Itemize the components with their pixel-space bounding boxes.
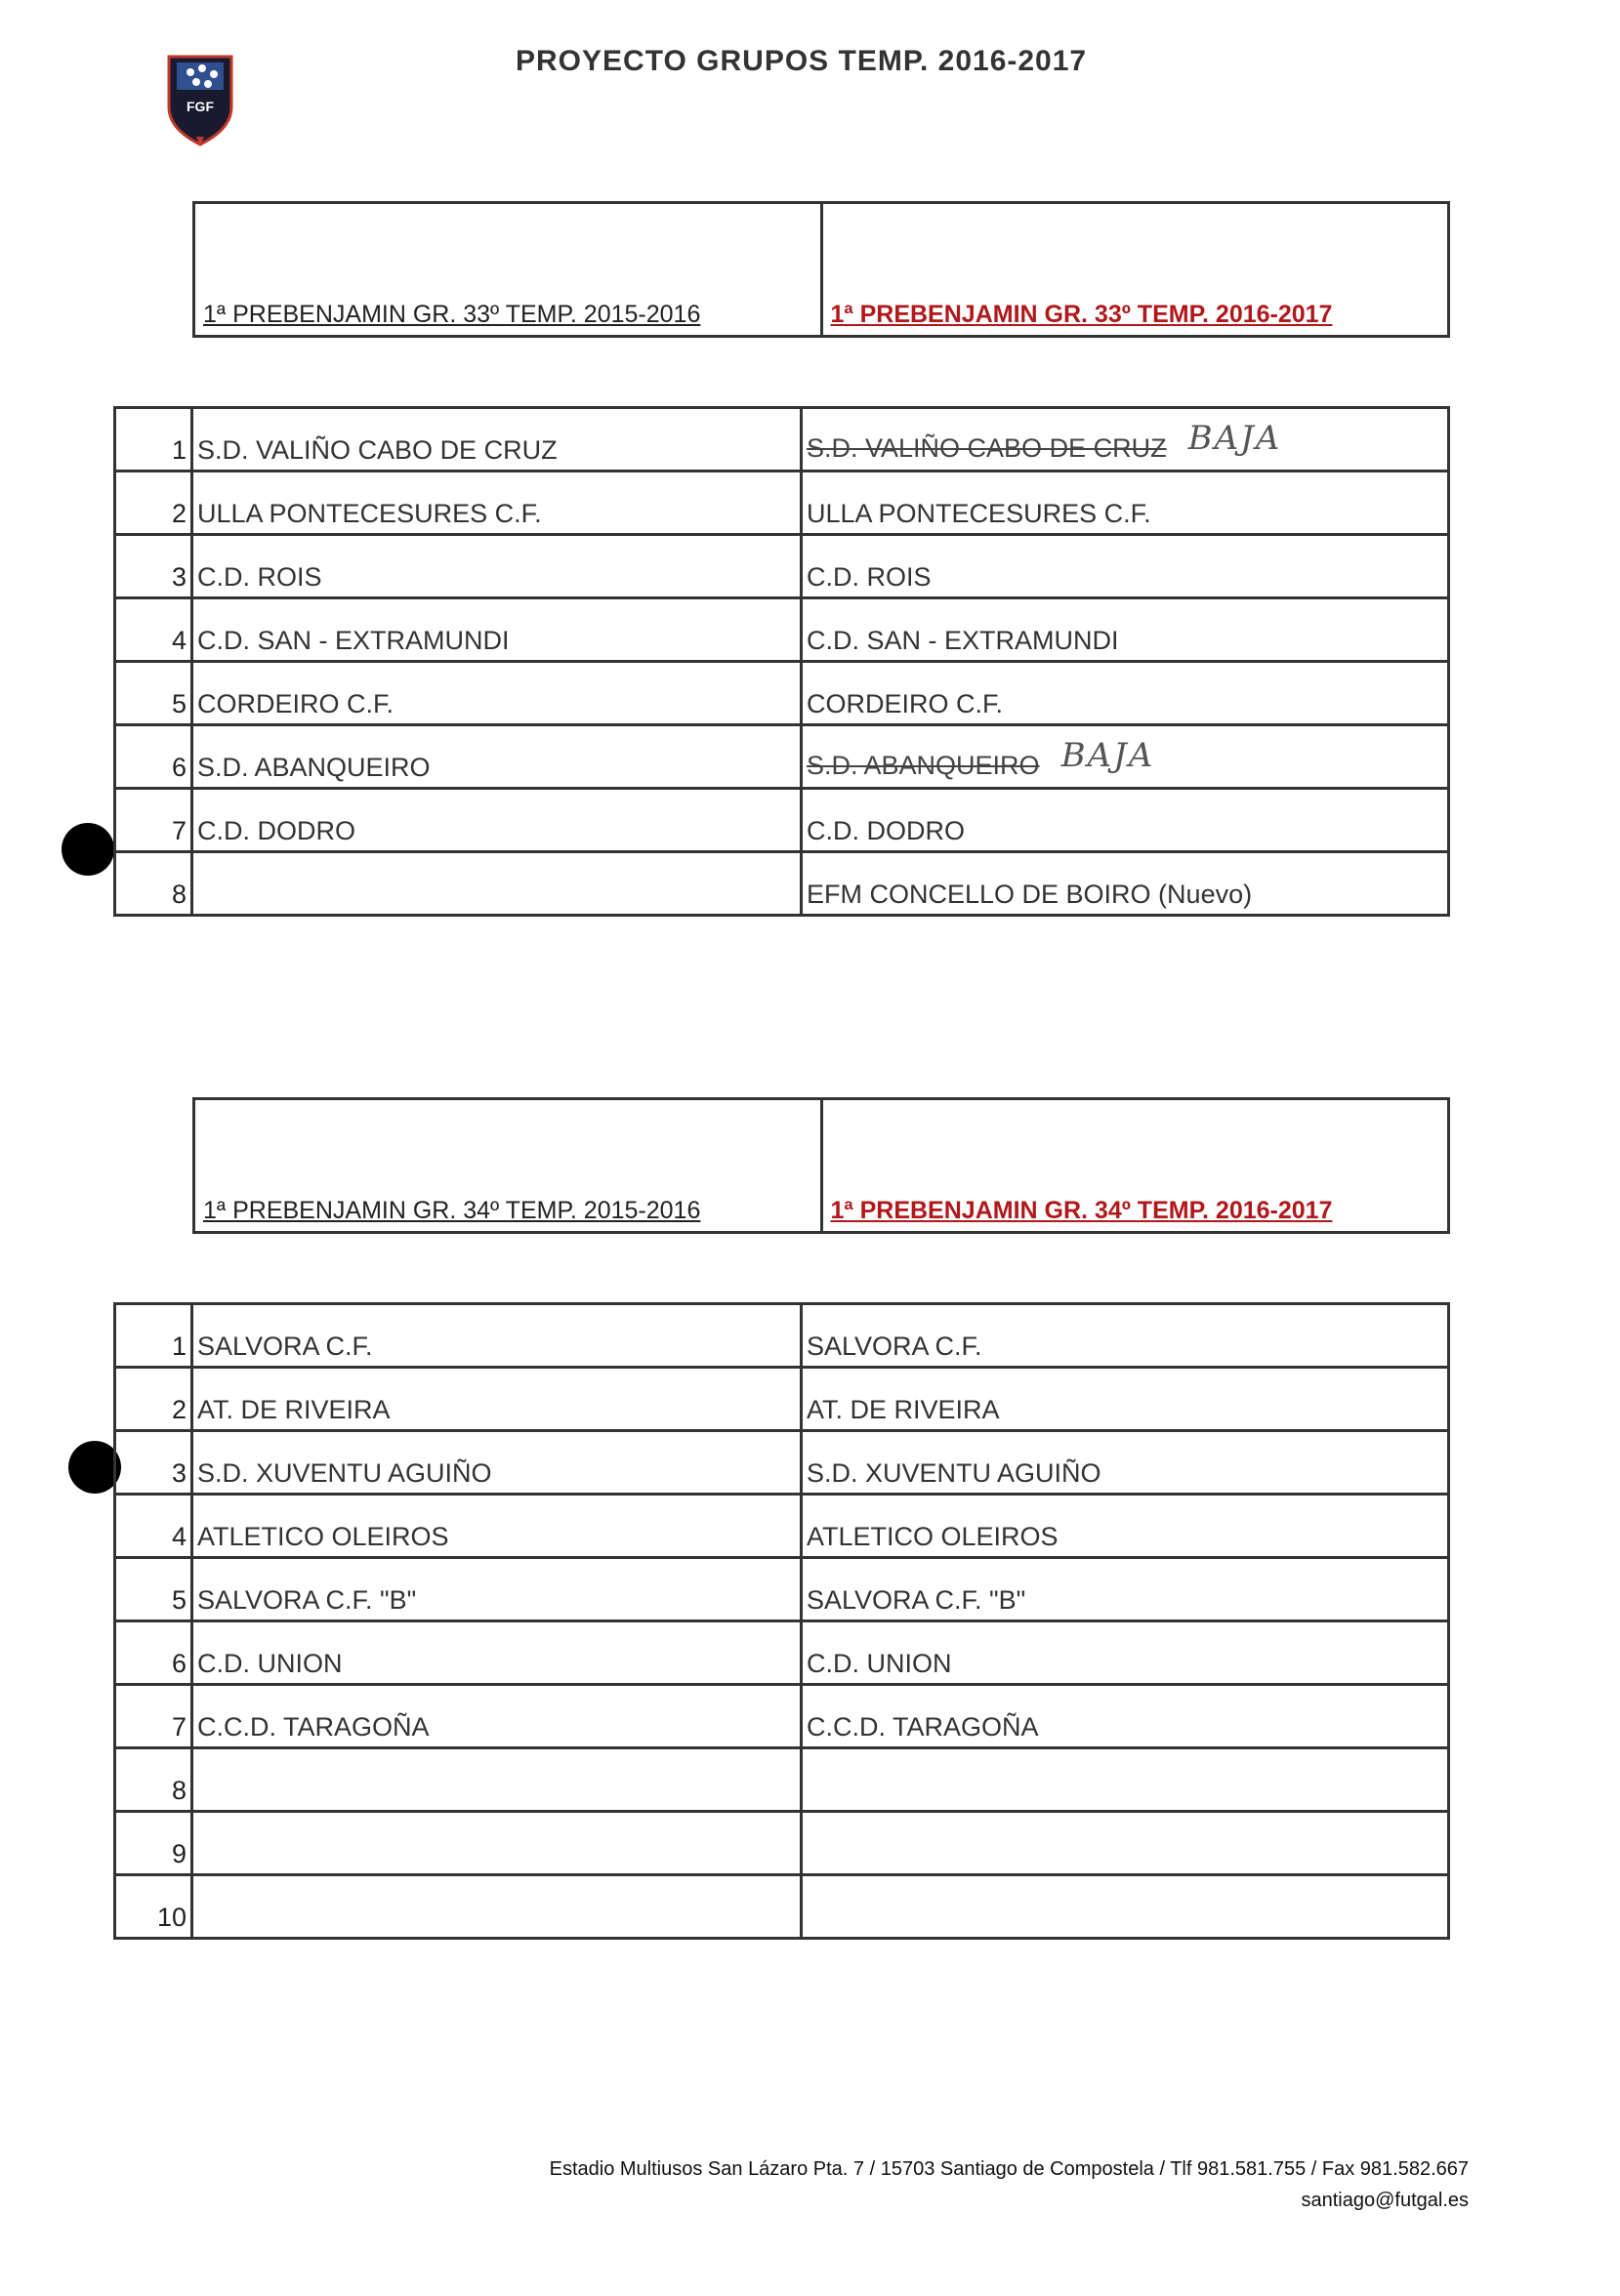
team-2016-2017-cell <box>802 1368 1449 1431</box>
handwritten-baja-note: BAJA <box>1187 419 1282 458</box>
team-2015-2016: ULLA PONTECESURES C.F. <box>192 472 802 535</box>
team-2016-2017: SALVORA C.F. "B" <box>807 1585 1026 1615</box>
fgf-logo <box>161 51 239 148</box>
table-row <box>115 1812 1449 1875</box>
group34-header-right-cell <box>820 1100 1448 1231</box>
team-2016-2017: C.D. UNION <box>807 1649 952 1678</box>
group33-table <box>113 406 1450 917</box>
group33-header-left-cell <box>195 204 820 335</box>
row-number: 8 <box>115 1748 192 1812</box>
row-number: 9 <box>115 1812 192 1875</box>
row-number: 4 <box>115 598 192 662</box>
team-2015-2016: C.D. ROIS <box>192 535 802 598</box>
team-2016-2017: C.D. ROIS <box>807 562 932 592</box>
row-number: 7 <box>115 1685 192 1748</box>
team-2015-2016: C.D. UNION <box>192 1621 802 1685</box>
team-2016-2017-cell <box>802 598 1449 662</box>
team-2015-2016: SALVORA C.F. "B" <box>192 1558 802 1621</box>
logo-text: FGF <box>187 99 214 114</box>
table-row <box>115 725 1449 789</box>
team-2015-2016: S.D. VALIÑO CABO DE CRUZ <box>192 408 802 472</box>
team-2016-2017-cell <box>802 535 1449 598</box>
team-2015-2016: C.D. SAN - EXTRAMUNDI <box>192 598 802 662</box>
team-2015-2016 <box>192 852 802 916</box>
team-2016-2017-cell <box>802 1812 1449 1875</box>
punch-hole <box>62 823 114 876</box>
team-2016-2017-cell <box>802 1621 1449 1685</box>
row-number: 6 <box>115 725 192 789</box>
team-2016-2017-cell <box>802 1495 1449 1558</box>
table-row <box>115 535 1449 598</box>
team-2016-2017: S.D. XUVENTU AGUIÑO <box>807 1458 1101 1488</box>
team-2015-2016 <box>192 1748 802 1812</box>
team-2016-2017-cell <box>802 789 1449 852</box>
row-number: 2 <box>115 1368 192 1431</box>
team-2016-2017: C.C.D. TARAGOÑA <box>807 1712 1039 1742</box>
table-row <box>115 1304 1449 1368</box>
team-2016-2017: C.D. SAN - EXTRAMUNDI <box>807 626 1119 655</box>
row-number: 3 <box>115 1431 192 1495</box>
table-row <box>115 598 1449 662</box>
row-number: 7 <box>115 789 192 852</box>
team-2015-2016: S.D. XUVENTU AGUIÑO <box>192 1431 802 1495</box>
team-2016-2017: CORDEIRO C.F. <box>807 689 1004 718</box>
team-2016-2017-cell <box>802 472 1449 535</box>
team-2015-2016: AT. DE RIVEIRA <box>192 1368 802 1431</box>
team-2016-2017-cell <box>802 408 1449 472</box>
row-number: 4 <box>115 1495 192 1558</box>
row-number: 1 <box>115 1304 192 1368</box>
team-2016-2017: C.D. DODRO <box>807 816 965 845</box>
team-2015-2016: ATLETICO OLEIROS <box>192 1495 802 1558</box>
table-row <box>115 408 1449 472</box>
team-2016-2017-cell <box>802 662 1449 725</box>
table-row <box>115 1621 1449 1685</box>
row-number: 6 <box>115 1621 192 1685</box>
table-row <box>115 1495 1449 1558</box>
team-2015-2016: S.D. ABANQUEIRO <box>192 725 802 789</box>
team-2015-2016: C.C.D. TARAGOÑA <box>192 1685 802 1748</box>
team-2016-2017: AT. DE RIVEIRA <box>807 1395 1000 1424</box>
table-row <box>115 789 1449 852</box>
table-row <box>115 1685 1449 1748</box>
group34-table <box>113 1302 1450 1940</box>
footer-email: santiago@futgal.es <box>1301 2190 1469 2211</box>
group34-header-box <box>192 1097 1450 1234</box>
team-2015-2016: CORDEIRO C.F. <box>192 662 802 725</box>
row-number: 1 <box>115 408 192 472</box>
table-row <box>115 1748 1449 1812</box>
page-title: PROYECTO GRUPOS TEMP. 2016-2017 <box>516 45 1088 77</box>
group34-header-left-cell <box>195 1100 820 1231</box>
team-2016-2017-cell <box>802 1875 1449 1939</box>
footer <box>550 2153 1469 2216</box>
team-2016-2017: ATLETICO OLEIROS <box>807 1522 1059 1551</box>
table-row <box>115 1368 1449 1431</box>
table-row <box>115 852 1449 916</box>
group34-header-right: 1ª PREBENJAMIN GR. 34º TEMP. 2016-2017 <box>830 1197 1333 1224</box>
row-number: 10 <box>115 1875 192 1939</box>
table-row <box>115 472 1449 535</box>
group34-header-left: 1ª PREBENJAMIN GR. 34º TEMP. 2015-2016 <box>203 1197 701 1224</box>
row-number: 5 <box>115 662 192 725</box>
team-2016-2017-cell <box>802 852 1449 916</box>
row-number: 5 <box>115 1558 192 1621</box>
group33-header-right: 1ª PREBENJAMIN GR. 33º TEMP. 2016-2017 <box>830 301 1333 328</box>
team-2016-2017-cell <box>802 1304 1449 1368</box>
group33-header-right-cell <box>820 204 1448 335</box>
table-row <box>115 662 1449 725</box>
team-2015-2016: C.D. DODRO <box>192 789 802 852</box>
table-row <box>115 1431 1449 1495</box>
row-number: 3 <box>115 535 192 598</box>
group33-header-box <box>192 201 1450 338</box>
row-number: 2 <box>115 472 192 535</box>
team-2016-2017: S.D. VALIÑO CABO DE CRUZ <box>807 433 1167 463</box>
team-2016-2017-cell <box>802 1685 1449 1748</box>
team-2016-2017-cell <box>802 1431 1449 1495</box>
team-2015-2016 <box>192 1812 802 1875</box>
team-2016-2017-cell <box>802 1558 1449 1621</box>
team-2016-2017: ULLA PONTECESURES C.F. <box>807 499 1151 528</box>
team-2015-2016 <box>192 1875 802 1939</box>
group33-header-left: 1ª PREBENJAMIN GR. 33º TEMP. 2015-2016 <box>203 301 701 328</box>
team-2016-2017-cell <box>802 1748 1449 1812</box>
table-row <box>115 1558 1449 1621</box>
row-number: 8 <box>115 852 192 916</box>
table-row <box>115 1875 1449 1939</box>
handwritten-baja-note: BAJA <box>1060 736 1155 775</box>
team-2016-2017: SALVORA C.F. <box>807 1332 982 1361</box>
team-2016-2017-cell <box>802 725 1449 789</box>
footer-address: Estadio Multiusos San Lázaro Pta. 7 / 15703 Santiago de Compostela / Tlf 981.581.755 / Fax 981.582.667 <box>549 2158 1469 2180</box>
team-2016-2017: S.D. ABANQUEIRO <box>807 751 1040 780</box>
team-2016-2017: EFM CONCELLO DE BOIRO (Nuevo) <box>807 880 1253 909</box>
team-2015-2016: SALVORA C.F. <box>192 1304 802 1368</box>
